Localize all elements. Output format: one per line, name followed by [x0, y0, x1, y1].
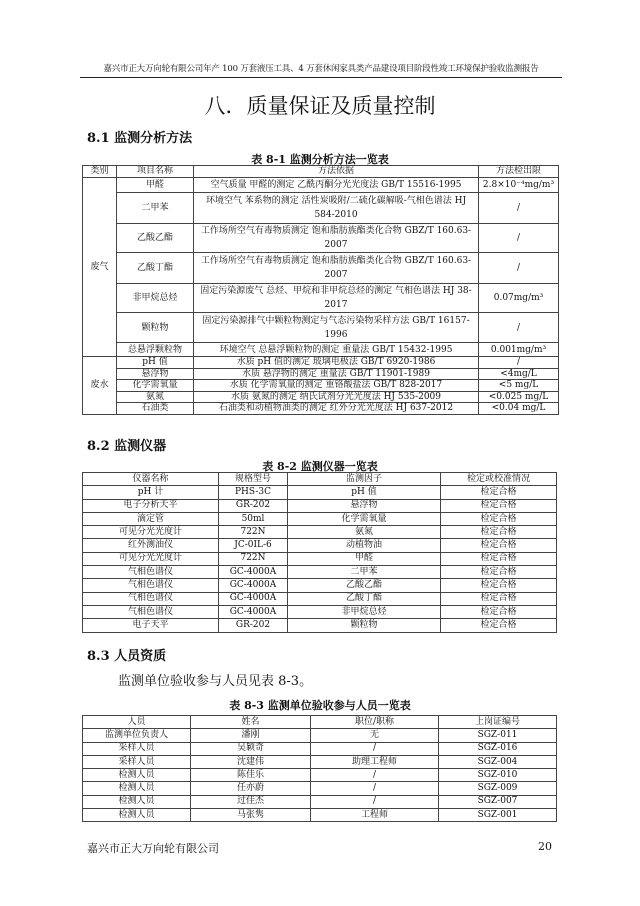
- table-cell: 检定合格: [441, 526, 557, 539]
- table-row: [83, 284, 559, 313]
- item-cell: pH 值: [117, 357, 194, 369]
- item-cell: 化学需氧量: [117, 380, 194, 392]
- table-row: [83, 619, 557, 632]
- table-cell: pH 值: [288, 486, 441, 499]
- table-cell: 检定合格: [441, 619, 557, 632]
- table-cell: 检定合格: [441, 539, 557, 552]
- table-cell: 检定合格: [441, 486, 557, 499]
- table-cell: 吴颖奇: [191, 742, 311, 755]
- table-cell: 气相色谱仪: [83, 605, 219, 618]
- table-row: [83, 403, 559, 415]
- column-header: 上岗证编号: [439, 716, 557, 729]
- table-cell: 检定合格: [441, 579, 557, 592]
- table-cell: GR-202: [219, 619, 288, 632]
- table-header-row: [83, 473, 557, 486]
- table-cell: SGZ-010: [439, 769, 557, 782]
- table-cell: /: [311, 795, 439, 808]
- table-cell: 采样人员: [83, 755, 191, 768]
- table-cell: SGZ-001: [439, 809, 557, 822]
- limit-cell: 0.001mg/m³: [479, 343, 559, 357]
- table-row: [83, 499, 557, 512]
- table-cell: 沈建伟: [191, 755, 311, 768]
- table-cell: 气相色谱仪: [83, 579, 219, 592]
- table-row: [83, 795, 557, 808]
- item-cell: 甲醛: [117, 178, 194, 193]
- method-cell: 水质 pH 值的测定 玻璃电极法 GB/T 6920-1986: [194, 357, 479, 369]
- table-cell: 722N: [219, 526, 288, 539]
- table-row: [83, 486, 557, 499]
- table-cell: 检定合格: [441, 512, 557, 525]
- table-cell: 检测人员: [83, 809, 191, 822]
- column-header: 仪器名称: [83, 473, 219, 486]
- table-cell: 马张隽: [191, 809, 311, 822]
- method-cell: 固定污染源排气中颗粒物测定与气态污染物采样方法 GB/T 16157-1996: [194, 313, 479, 343]
- table-cell: 动植物油: [288, 539, 441, 552]
- table-cell: 乙酸乙酯: [288, 579, 441, 592]
- table-row: [83, 579, 557, 592]
- column-header: 方法检出限: [479, 166, 559, 178]
- table-cell: 检测人员: [83, 782, 191, 795]
- limit-cell: /: [479, 224, 559, 253]
- chapter-title: 八．质量保证及质量控制: [204, 94, 436, 118]
- table-row: [83, 368, 559, 380]
- method-cell: 环境空气 总悬浮颗粒物的测定 重量法 GB/T 15432-1995: [194, 343, 479, 357]
- instruments-table: [82, 472, 557, 633]
- table-cell: 乙酸丁酯: [288, 592, 441, 605]
- category-cell: 废气: [83, 178, 117, 357]
- table-row: [83, 253, 559, 284]
- table-cell: 采样人员: [83, 742, 191, 755]
- column-header: 方法依据: [194, 166, 479, 178]
- analysis-methods-table: [82, 165, 559, 415]
- table-row: [83, 357, 559, 369]
- table-cell: /: [311, 782, 439, 795]
- table-row: [83, 729, 557, 742]
- table-cell: GC-4000A: [219, 566, 288, 579]
- table-cell: SGZ-011: [439, 729, 557, 742]
- limit-cell: <0.025 mg/L: [479, 391, 559, 403]
- method-cell: 水质 化学需氧量的测定 重铬酸盐法 GB/T 828-2017: [194, 380, 479, 392]
- column-header: 人员: [83, 716, 191, 729]
- table-row: [83, 809, 557, 822]
- table-cell: 悬浮物: [288, 499, 441, 512]
- item-cell: 乙酸丁酯: [117, 253, 194, 284]
- table-cell: JC-0IL-6: [219, 539, 288, 552]
- section-heading-8-3: 8.3 人员资质: [87, 649, 167, 664]
- item-cell: 乙酸乙酯: [117, 224, 194, 253]
- method-cell: 工作场所空气有毒物质测定 饱和脂肪族酯类化合物 GBZ/T 160.63-2007: [194, 253, 479, 284]
- table-cell: /: [311, 769, 439, 782]
- item-cell: 总悬浮颗粒物: [117, 343, 194, 357]
- table-row: [83, 193, 559, 224]
- limit-cell: /: [479, 357, 559, 369]
- footer-company: 嘉兴市正大万向轮有限公司: [87, 842, 219, 855]
- limit-cell: /: [479, 193, 559, 224]
- limit-cell: /: [479, 253, 559, 284]
- table-8-3-caption: 表 8-3 监测单位验收参与人员一览表: [229, 699, 411, 712]
- limit-cell: 0.07mg/m³: [479, 284, 559, 313]
- table-row: [83, 526, 557, 539]
- section-heading-8-1: 8.1 监测分析方法: [87, 131, 193, 146]
- table-cell: SGZ-004: [439, 755, 557, 768]
- item-cell: 二甲苯: [117, 193, 194, 224]
- table-header-row: [83, 716, 557, 729]
- item-cell: 氨氮: [117, 391, 194, 403]
- table-cell: 检定合格: [441, 605, 557, 618]
- table-cell: 甲醛: [288, 552, 441, 565]
- column-header: 项目名称: [117, 166, 194, 178]
- category-cell: 废水: [83, 357, 117, 415]
- table-cell: 过佳杰: [191, 795, 311, 808]
- limit-cell: /: [479, 313, 559, 343]
- table-cell: GC-4000A: [219, 592, 288, 605]
- table-cell: 滴定管: [83, 512, 219, 525]
- table-row: [83, 380, 559, 392]
- table-cell: SGZ-007: [439, 795, 557, 808]
- limit-cell: <0.04 mg/L: [479, 403, 559, 415]
- table-cell: 电子天平: [83, 619, 219, 632]
- column-header: 职位/职称: [311, 716, 439, 729]
- table-row: [83, 539, 557, 552]
- table-cell: 非甲烷总烃: [288, 605, 441, 618]
- table-cell: 电子分析天平: [83, 499, 219, 512]
- table-cell: pH 计: [83, 486, 219, 499]
- table-cell: 50ml: [219, 512, 288, 525]
- table-row: [83, 782, 557, 795]
- table-cell: 气相色谱仪: [83, 592, 219, 605]
- table-header-row: [83, 166, 559, 178]
- table-8-1-caption: 表 8-1 监测分析方法一览表: [251, 153, 389, 166]
- method-cell: 水质 氨氮的测定 纳氏试剂分光光度法 HJ 535-2009: [194, 391, 479, 403]
- table-cell: 检测人员: [83, 769, 191, 782]
- table-cell: 任亦蔚: [191, 782, 311, 795]
- table-row: [83, 343, 559, 357]
- table-cell: 红外测油仪: [83, 539, 219, 552]
- limit-cell: <5 mg/L: [479, 380, 559, 392]
- table-cell: 检定合格: [441, 499, 557, 512]
- table-cell: 二甲苯: [288, 566, 441, 579]
- method-cell: 工作场所空气有毒物质测定 饱和脂肪族酯类化合物 GBZ/T 160.63-2007: [194, 224, 479, 253]
- table-cell: 助理工程师: [311, 755, 439, 768]
- table-row: [83, 605, 557, 618]
- table-cell: GR-202: [219, 499, 288, 512]
- section-heading-8-2: 8.2 监测仪器: [87, 439, 167, 454]
- table-row: [83, 566, 557, 579]
- table-row: [83, 742, 557, 755]
- table-cell: GC-4000A: [219, 579, 288, 592]
- column-header: 检定或校准情况: [441, 473, 557, 486]
- table-row: [83, 224, 559, 253]
- table-cell: 陈佳乐: [191, 769, 311, 782]
- table-row: [83, 391, 559, 403]
- table-cell: 无: [311, 729, 439, 742]
- item-cell: 石油类: [117, 403, 194, 415]
- table-cell: /: [311, 742, 439, 755]
- section-paragraph: 监测单位验收参与人员见表 8-3。: [118, 674, 313, 689]
- table-cell: 可见分光光度计: [83, 552, 219, 565]
- table-row: [83, 178, 559, 193]
- table-row: [83, 512, 557, 525]
- table-cell: 检定合格: [441, 592, 557, 605]
- column-header: 姓名: [191, 716, 311, 729]
- table-cell: 氨氮: [288, 526, 441, 539]
- personnel-table: [82, 715, 557, 822]
- table-cell: 潘刚: [191, 729, 311, 742]
- table-cell: SGZ-016: [439, 742, 557, 755]
- table-cell: 颗粒物: [288, 619, 441, 632]
- page-number: 20: [538, 840, 552, 853]
- method-cell: 环境空气 苯系物的测定 活性炭吸附/二硫化碳解吸-气相色谱法 HJ 584-2010: [194, 193, 479, 224]
- table-cell: 检测人员: [83, 795, 191, 808]
- table-cell: PHS-3C: [219, 486, 288, 499]
- table-cell: 检定合格: [441, 566, 557, 579]
- table-cell: 可见分光光度计: [83, 526, 219, 539]
- table-cell: 气相色谱仪: [83, 566, 219, 579]
- column-header: 类别: [83, 166, 117, 178]
- method-cell: 固定污染源废气 总烃、甲烷和非甲烷总烃的测定 气相色谱法 HJ 38-2017: [194, 284, 479, 313]
- method-cell: 水质 悬浮物的测定 重量法 GB/T 11901-1989: [194, 368, 479, 380]
- table-row: [83, 755, 557, 768]
- table-row: [83, 769, 557, 782]
- table-cell: GC-4000A: [219, 605, 288, 618]
- table-cell: 工程师: [311, 809, 439, 822]
- table-row: [83, 592, 557, 605]
- running-header: 嘉兴市正大万向轮有限公司年产 100 万套液压工具、4 万套休闲家具类产品建设项目阶段性竣工环境保护验收监测报告: [80, 62, 562, 78]
- table-cell: 监测单位负责人: [83, 729, 191, 742]
- limit-cell: 2.8×10⁻⁴mg/m³: [479, 178, 559, 193]
- table-cell: 检定合格: [441, 552, 557, 565]
- table-cell: SGZ-009: [439, 782, 557, 795]
- column-header: 规格型号: [219, 473, 288, 486]
- table-cell: 化学需氧量: [288, 512, 441, 525]
- item-cell: 非甲烷总烃: [117, 284, 194, 313]
- table-row: [83, 313, 559, 343]
- column-header: 监测因子: [288, 473, 441, 486]
- item-cell: 颗粒物: [117, 313, 194, 343]
- limit-cell: <4mg/L: [479, 368, 559, 380]
- table-row: [83, 552, 557, 565]
- method-cell: 空气质量 甲醛的测定 乙酰丙酮分光光度法 GB/T 15516-1995: [194, 178, 479, 193]
- item-cell: 悬浮物: [117, 368, 194, 380]
- method-cell: 石油类和动植物油类的测定 红外分光光度法 HJ 637-2012: [194, 403, 479, 415]
- table-cell: 722N: [219, 552, 288, 565]
- table-8-2-caption: 表 8-2 监测仪器一览表: [262, 460, 378, 473]
